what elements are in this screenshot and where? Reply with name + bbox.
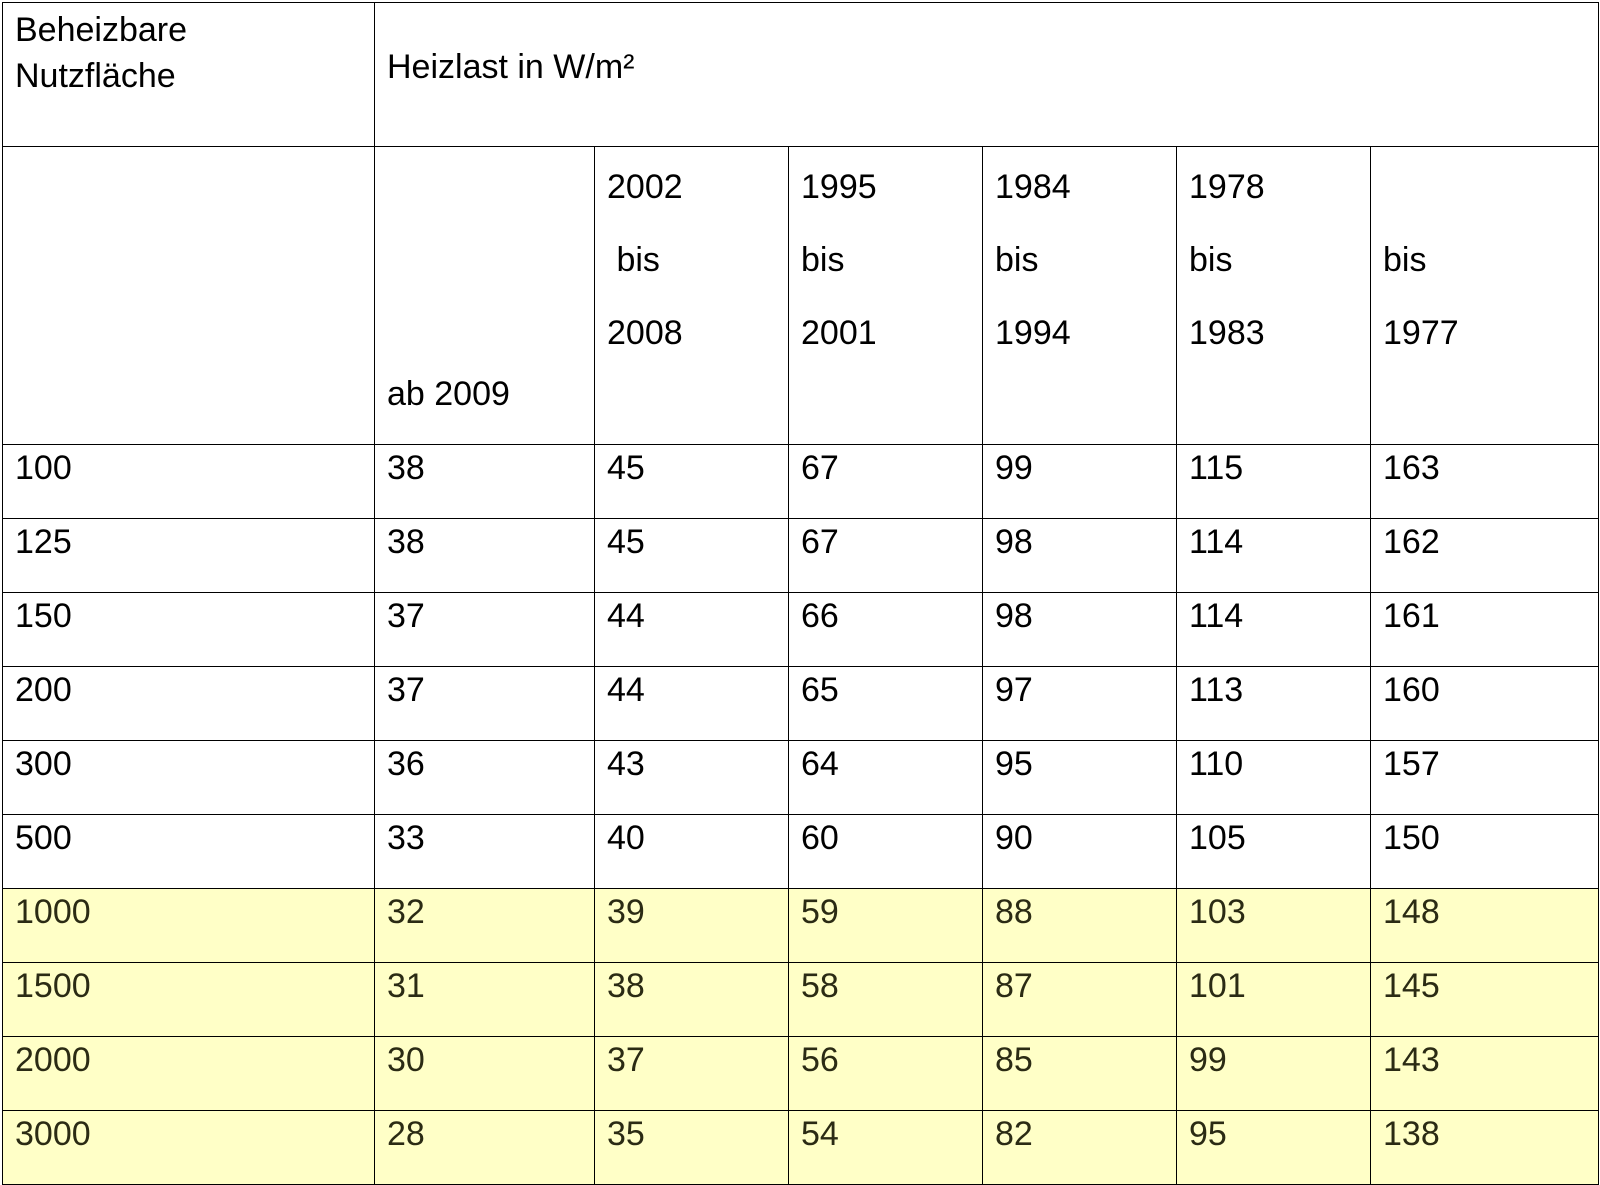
heizlast-value-cell: 114 (1177, 519, 1371, 593)
heizlast-value-cell: 148 (1371, 889, 1599, 963)
heizlast-value-cell: 162 (1371, 519, 1599, 593)
heizlast-value-cell: 143 (1371, 1037, 1599, 1111)
year-header-line: bis (801, 241, 845, 279)
area-cell: 150 (3, 593, 375, 667)
heizlast-value-cell: 87 (983, 963, 1177, 1037)
empty-header-cell (3, 147, 375, 445)
heizlast-value-cell: 38 (595, 963, 789, 1037)
year-header-bis-1977 (1371, 147, 1599, 445)
area-cell: 3000 (3, 1111, 375, 1185)
heizlast-value-cell: 99 (983, 445, 1177, 519)
heizlast-value-cell: 88 (983, 889, 1177, 963)
heizlast-value-cell: 98 (983, 519, 1177, 593)
header-row-1 (3, 3, 1599, 147)
heizlast-value-cell: 28 (375, 1111, 595, 1185)
year-header-2002-2008 (595, 147, 789, 445)
year-header-line: 1978 (1189, 168, 1265, 206)
area-cell: 100 (3, 445, 375, 519)
heizlast-value-cell: 60 (789, 815, 983, 889)
heizlast-value-cell: 95 (983, 741, 1177, 815)
heizlast-value-cell: 114 (1177, 593, 1371, 667)
area-cell: 500 (3, 815, 375, 889)
heizlast-value-cell: 56 (789, 1037, 983, 1111)
heizlast-value-cell: 59 (789, 889, 983, 963)
year-header-line: 1983 (1189, 314, 1265, 352)
heizlast-value-cell: 31 (375, 963, 595, 1037)
table-row (3, 593, 1599, 667)
area-cell: 300 (3, 741, 375, 815)
heizlast-value-cell: 39 (595, 889, 789, 963)
heizlast-value-cell: 58 (789, 963, 983, 1037)
area-cell: 200 (3, 667, 375, 741)
heizlast-value-cell: 67 (789, 519, 983, 593)
heizlast-value-cell: 65 (789, 667, 983, 741)
heizlast-value-cell: 115 (1177, 445, 1371, 519)
heizlast-value-cell: 97 (983, 667, 1177, 741)
heizlast-value-cell: 138 (1371, 1111, 1599, 1185)
year-header-1995-2001 (789, 147, 983, 445)
heizlast-value-cell: 44 (595, 667, 789, 741)
heizlast-value-cell: 37 (595, 1037, 789, 1111)
heizlast-value-cell: 66 (789, 593, 983, 667)
heizlast-value-cell: 85 (983, 1037, 1177, 1111)
heizlast-value-cell: 37 (375, 593, 595, 667)
table-row (3, 889, 1599, 963)
heizlast-value-cell: 64 (789, 741, 983, 815)
heizlast-value-cell: 103 (1177, 889, 1371, 963)
year-header-line: 1995 (801, 168, 877, 206)
year-header-line: 1984 (995, 168, 1071, 206)
year-header-line: bis (607, 241, 660, 279)
heizlast-value-cell: 90 (983, 815, 1177, 889)
heizlast-value-cell: 105 (1177, 815, 1371, 889)
table-row (3, 963, 1599, 1037)
heizlast-value-cell: 82 (983, 1111, 1177, 1185)
heizlast-value-cell: 38 (375, 445, 595, 519)
heizlast-value-cell: 150 (1371, 815, 1599, 889)
heizlast-value-cell: 38 (375, 519, 595, 593)
year-header-1984-1994 (983, 147, 1177, 445)
heizlast-value-cell: 145 (1371, 963, 1599, 1037)
area-cell: 1500 (3, 963, 375, 1037)
heizlast-value-cell: 161 (1371, 593, 1599, 667)
heizlast-value-cell: 95 (1177, 1111, 1371, 1185)
table-row (3, 519, 1599, 593)
heizlast-value-cell: 67 (789, 445, 983, 519)
heizlast-header-cell: Heizlast in W/m² (375, 3, 1599, 147)
heizlast-value-cell: 43 (595, 741, 789, 815)
heizlast-value-cell: 157 (1371, 741, 1599, 815)
heizlast-value-cell: 99 (1177, 1037, 1371, 1111)
heizlast-value-cell: 36 (375, 741, 595, 815)
table-row (3, 1037, 1599, 1111)
heizlast-value-cell: 45 (595, 445, 789, 519)
table-row (3, 1111, 1599, 1185)
year-header-ab-2009: ab 2009 (375, 147, 595, 445)
year-header-line: 2008 (607, 314, 683, 352)
area-cell: 125 (3, 519, 375, 593)
corner-header-line-2: Nutzfläche (15, 57, 176, 95)
corner-header-cell (3, 3, 375, 147)
heizlast-value-cell: 44 (595, 593, 789, 667)
year-header-line: bis (1383, 241, 1427, 279)
corner-header-line-1: Beheizbare (15, 11, 188, 49)
table-row (3, 667, 1599, 741)
heizlast-table (2, 2, 1599, 1185)
area-cell: 2000 (3, 1037, 375, 1111)
heizlast-value-cell: 160 (1371, 667, 1599, 741)
heizlast-value-cell: 32 (375, 889, 595, 963)
year-header-line: 2002 (607, 168, 683, 206)
header-row-2 (3, 147, 1599, 445)
heizlast-value-cell: 35 (595, 1111, 789, 1185)
year-header-1978-1983 (1177, 147, 1371, 445)
year-header-line: 2001 (801, 314, 877, 352)
year-header-line: 1994 (995, 314, 1071, 352)
heizlast-value-cell: 98 (983, 593, 1177, 667)
heizlast-value-cell: 163 (1371, 445, 1599, 519)
year-header-line: bis (995, 241, 1039, 279)
heizlast-value-cell: 113 (1177, 667, 1371, 741)
heizlast-value-cell: 54 (789, 1111, 983, 1185)
year-header-line: 1977 (1383, 314, 1459, 352)
heizlast-value-cell: 30 (375, 1037, 595, 1111)
heizlast-value-cell: 33 (375, 815, 595, 889)
year-header-line: bis (1189, 241, 1233, 279)
heizlast-value-cell: 37 (375, 667, 595, 741)
heizlast-value-cell: 101 (1177, 963, 1371, 1037)
table-row (3, 445, 1599, 519)
table-row (3, 741, 1599, 815)
heizlast-value-cell: 40 (595, 815, 789, 889)
heizlast-value-cell: 45 (595, 519, 789, 593)
area-cell: 1000 (3, 889, 375, 963)
heizlast-value-cell: 110 (1177, 741, 1371, 815)
table-row (3, 815, 1599, 889)
